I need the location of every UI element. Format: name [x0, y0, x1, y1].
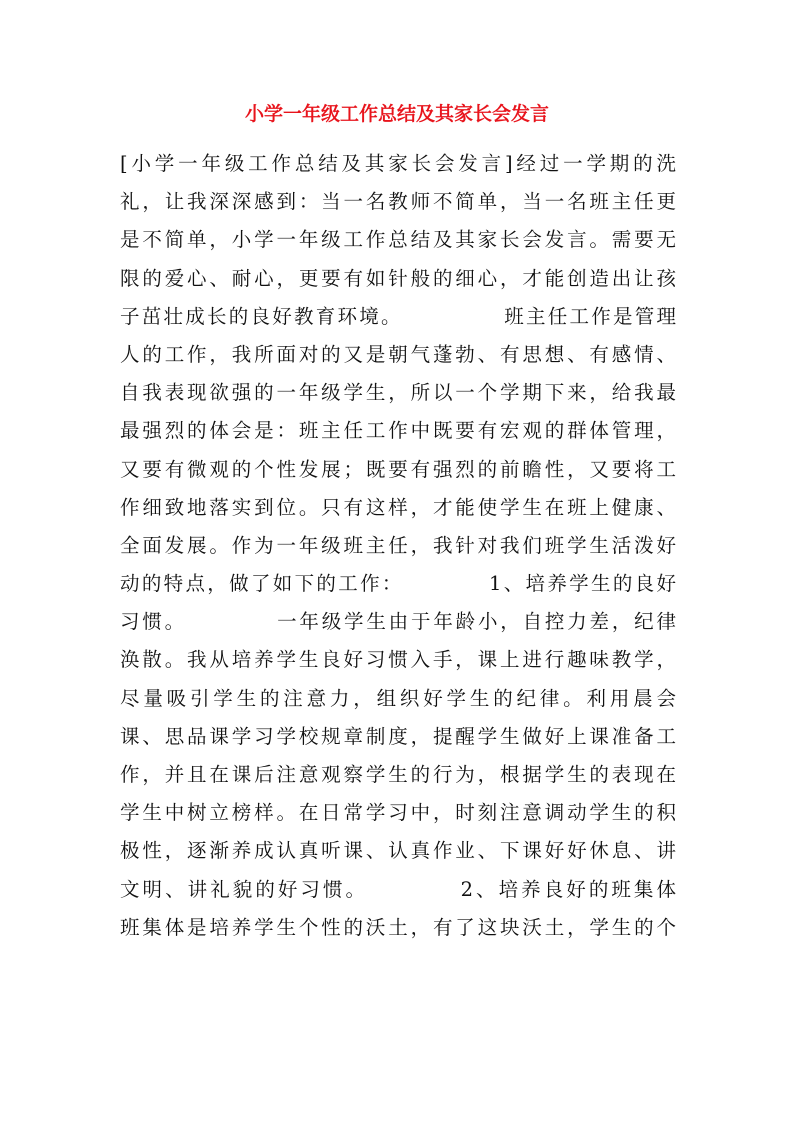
body-line: 习惯。 一年级学生由于年龄小，自控力差，纪律 [120, 610, 676, 634]
body-line: 课、思品课学习学校规章制度，提醒学生做好上课准备工 [120, 724, 676, 748]
body-line: 礼，让我深深感到：当一名教师不简单，当一名班主任更 [120, 190, 676, 214]
body-line: 自我表现欲强的一年级学生，所以一个学期下来，给我最 [120, 381, 676, 405]
body-line: 文明、讲礼貌的好习惯。 2、培养良好的班集体 [120, 877, 676, 901]
body-line: 极性，逐渐养成认真听课、认真作业、下课好好休息、讲 [120, 839, 676, 863]
body-line: 子茁壮成长的良好教育环境。 班主任工作是管理 [120, 304, 676, 328]
body-line: 人的工作，我所面对的又是朝气蓬勃、有思想、有感情、 [120, 342, 676, 366]
body-line: 涣散。我从培养学生良好习惯入手，课上进行趣味教学， [120, 648, 676, 672]
body-line: 最强烈的体会是：班主任工作中既要有宏观的群体管理， [120, 419, 676, 443]
body-line: 动的特点，做了如下的工作： 1、培养学生的良好 [120, 572, 676, 596]
body-line: [小学一年级工作总结及其家长会发言]经过一学期的洗 [120, 152, 676, 175]
body-line: 尽量吸引学生的注意力，组织好学生的纪律。利用晨会 [120, 686, 676, 710]
body-line: 又要有微观的个性发展；既要有强烈的前瞻性，又要将工 [120, 457, 676, 481]
body-line: 班集体是培养学生个性的沃土，有了这块沃土，学生的个 [120, 915, 676, 939]
body-line: 全面发展。作为一年级班主任，我针对我们班学生活泼好 [120, 533, 676, 557]
body-line: 学生中树立榜样。在日常学习中，时刻注意调动学生的积 [120, 801, 676, 825]
body-line: 是不简单，小学一年级工作总结及其家长会发言。需要无 [120, 228, 676, 252]
body-line: 限的爱心、耐心，更要有如针般的细心，才能创造出让孩 [120, 266, 676, 290]
document-title: 小学一年级工作总结及其家长会发言 [244, 103, 549, 125]
document-body [120, 145, 676, 947]
body-line: 作细致地落实到位。只有这样，才能使学生在班上健康、 [120, 495, 676, 519]
body-line: 作，并且在课后注意观察学生的行为，根据学生的表现在 [120, 763, 676, 786]
